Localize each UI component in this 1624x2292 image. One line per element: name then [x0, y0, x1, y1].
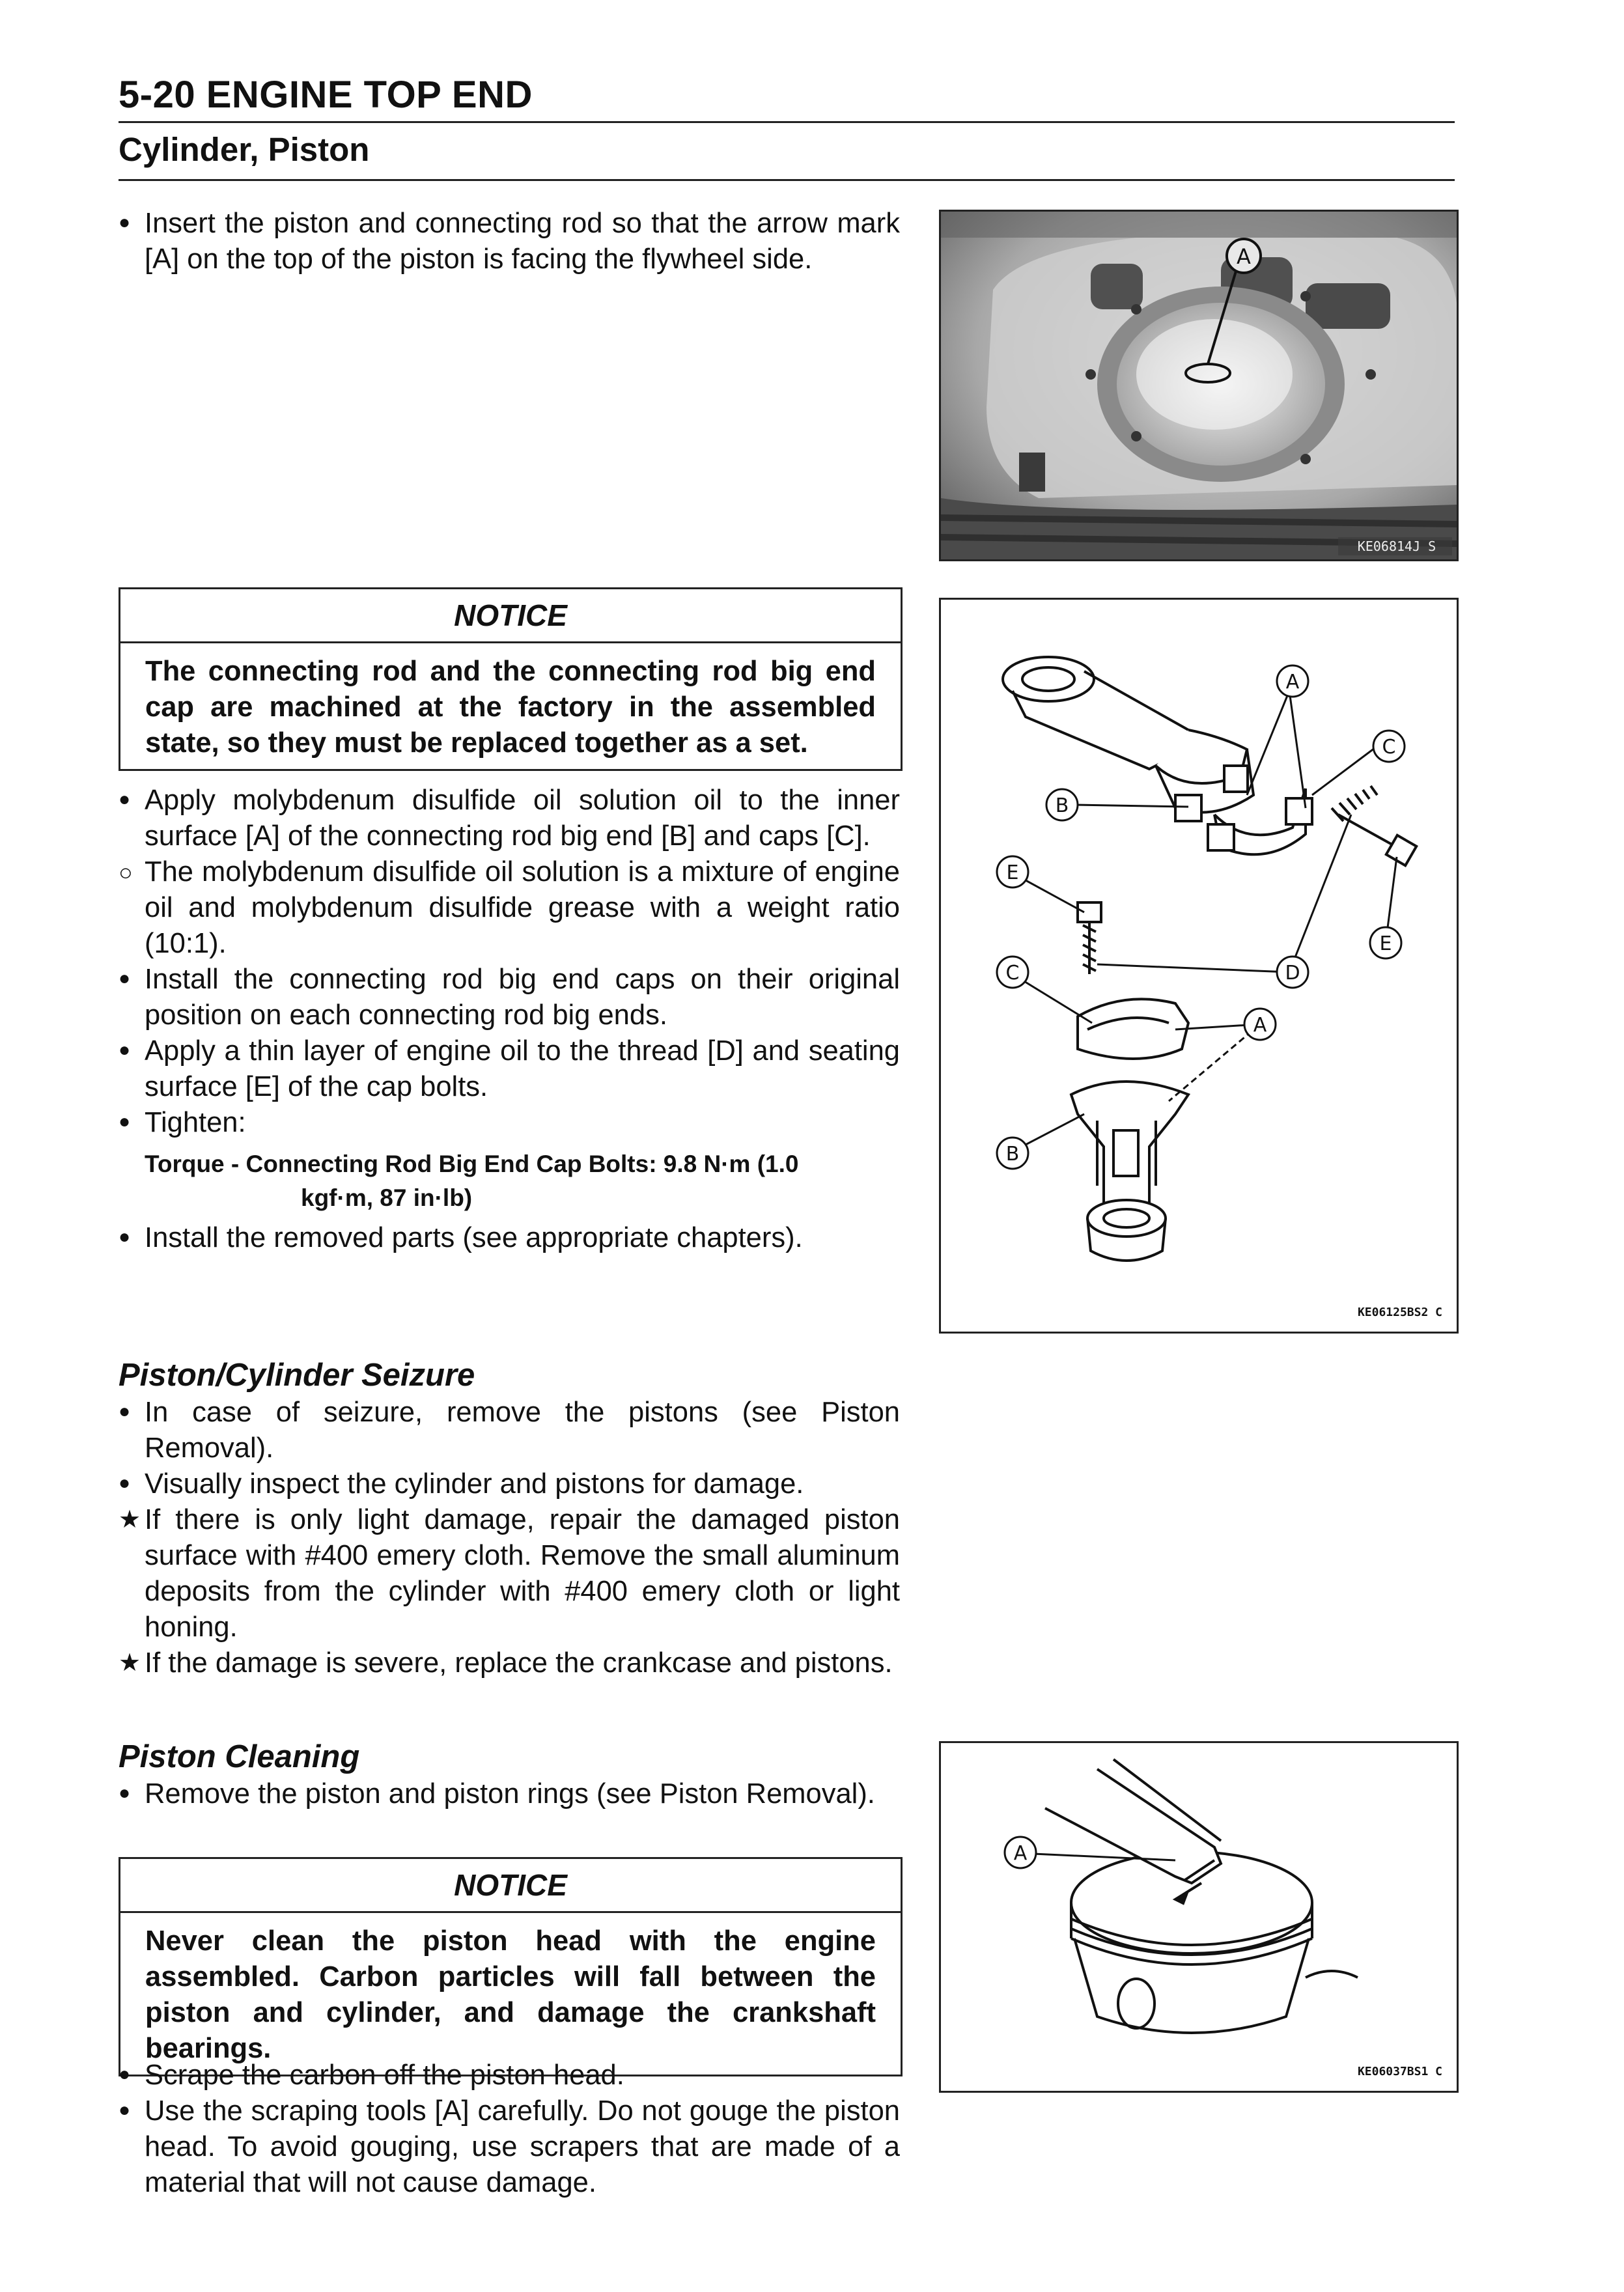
section-heading: Piston/Cylinder Seizure [119, 1358, 475, 1393]
notice-box [119, 587, 903, 771]
rod-callout-b2: B [1005, 1143, 1020, 1166]
bullet-icon [119, 1776, 130, 1815]
assembly-steps [119, 783, 900, 1256]
header-rule [119, 121, 1455, 123]
subheader-rule [119, 179, 1455, 181]
rod-callout-d: D [1285, 962, 1300, 985]
list-item: ● Scrape the carbon off the piston head. [119, 2058, 900, 2093]
torque-spec: Torque - Connecting Rod Big End Cap Bolts: 9.8 N·m (1.0 kgf·m, 87 in·lb) [145, 1151, 799, 1211]
rod-callout-c: C [1382, 736, 1396, 759]
piston-scraping-art [941, 1743, 1457, 2091]
piston-callout-a: A [1013, 1842, 1028, 1865]
star-icon: ★ [119, 1649, 141, 1677]
list-item: ● Use the scraping tools [A] carefully. Do not gouge the piston head. To avoid gouging, use scrapers that are made of a material that will not cause damage. [119, 2093, 900, 2201]
list-item: ● Remove the piston and piston rings (see Piston Removal). [119, 1776, 900, 1812]
bullet-icon [119, 962, 130, 1000]
list-item: ● In case of seizure, remove the pistons (see Piston Removal). [119, 1395, 900, 1466]
rod-callout-e2: E [1379, 932, 1392, 955]
list-item: ● Apply a thin layer of engine oil to the thread [D] and seating surface [E] of the cap bolts. [119, 1033, 900, 1105]
list-item: ● Insert the piston and connecting rod so that the arrow mark [A] on the top of the piston is facing the flywheel side. [119, 206, 900, 277]
subsection-title: Cylinder, Piston [119, 131, 370, 168]
bullet-icon [119, 1220, 130, 1259]
connecting-rod-art [941, 600, 1457, 1332]
list-item: ● Install the removed parts (see appropriate chapters). [119, 1220, 900, 1256]
photo-callout-a: A [1237, 244, 1251, 269]
star-icon: ★ [119, 1506, 141, 1533]
section-title: 5-20 ENGINE TOP END [119, 74, 533, 116]
bullet-icon [119, 1395, 130, 1433]
rod-code: KE06125BS2 C [1357, 1306, 1442, 1319]
bullet-icon [119, 1033, 130, 1072]
list-item: ★ If the damage is severe, replace the crankcase and pistons. [119, 1645, 900, 1681]
connecting-rod-diagram [939, 598, 1459, 1334]
seizure-section [119, 1356, 900, 1681]
bullet-icon [119, 783, 130, 821]
list-item: ○ The molybdenum disulfide oil solution is a mixture of engine oil and molybdenum disulfide grease with a weight ratio (10:1). [119, 854, 900, 962]
bullet-icon [119, 1105, 130, 1143]
rod-callout-a2: A [1253, 1014, 1267, 1037]
list-item: ★ If there is only light damage, repair the damaged piston surface with #400 emery cloth. Remove the small aluminum deposits from the cylinder with #400 emery cloth or light honing. [119, 1502, 900, 1645]
notice-title: NOTICE [120, 1859, 901, 1913]
photo-code: KE06814J S [1357, 538, 1436, 554]
bullet-icon [119, 2058, 130, 2096]
notice-body: The connecting rod and the connecting rod big end cap are machined at the factory in the assembled state, so they must be replaced together as a set. [145, 656, 876, 759]
cleaning-steps [119, 2058, 900, 2201]
list-item: ● Visually inspect the cylinder and pistons for damage. [119, 1466, 900, 1502]
notice-title: NOTICE [120, 589, 901, 643]
bullet-icon [119, 206, 130, 244]
notice-body: Never clean the piston head with the engine assembled. Carbon particles will fall between the piston and cylinder, and damage the crankshaft bearings. [145, 1925, 876, 2064]
section-heading: Piston Cleaning [119, 1739, 360, 1774]
cylinder-photo [939, 210, 1459, 561]
list-item: ● Install the connecting rod big end caps on their original position on each connecting rod big ends. [119, 962, 900, 1033]
rod-callout-a: A [1285, 671, 1300, 693]
intro-block [119, 206, 900, 277]
circle-bullet-icon: ○ [119, 859, 133, 886]
piston-code: KE06037BS1 C [1357, 2065, 1442, 2078]
list-item: ● Tighten: [119, 1105, 900, 1141]
bullet-icon [119, 1466, 130, 1505]
rod-callout-b: B [1055, 794, 1069, 817]
rod-callout-c2: C [1005, 962, 1020, 985]
piston-scraping-diagram [939, 1741, 1459, 2093]
notice-box [119, 1857, 903, 2076]
cylinder-photo-art [941, 212, 1457, 559]
cleaning-section [119, 1737, 900, 1812]
rod-callout-e: E [1006, 861, 1019, 884]
list-item: ● Apply molybdenum disulfide oil solution oil to the inner surface [A] of the connecting rod big end [B] and caps [C]. [119, 783, 900, 854]
bullet-icon [119, 2093, 130, 2132]
